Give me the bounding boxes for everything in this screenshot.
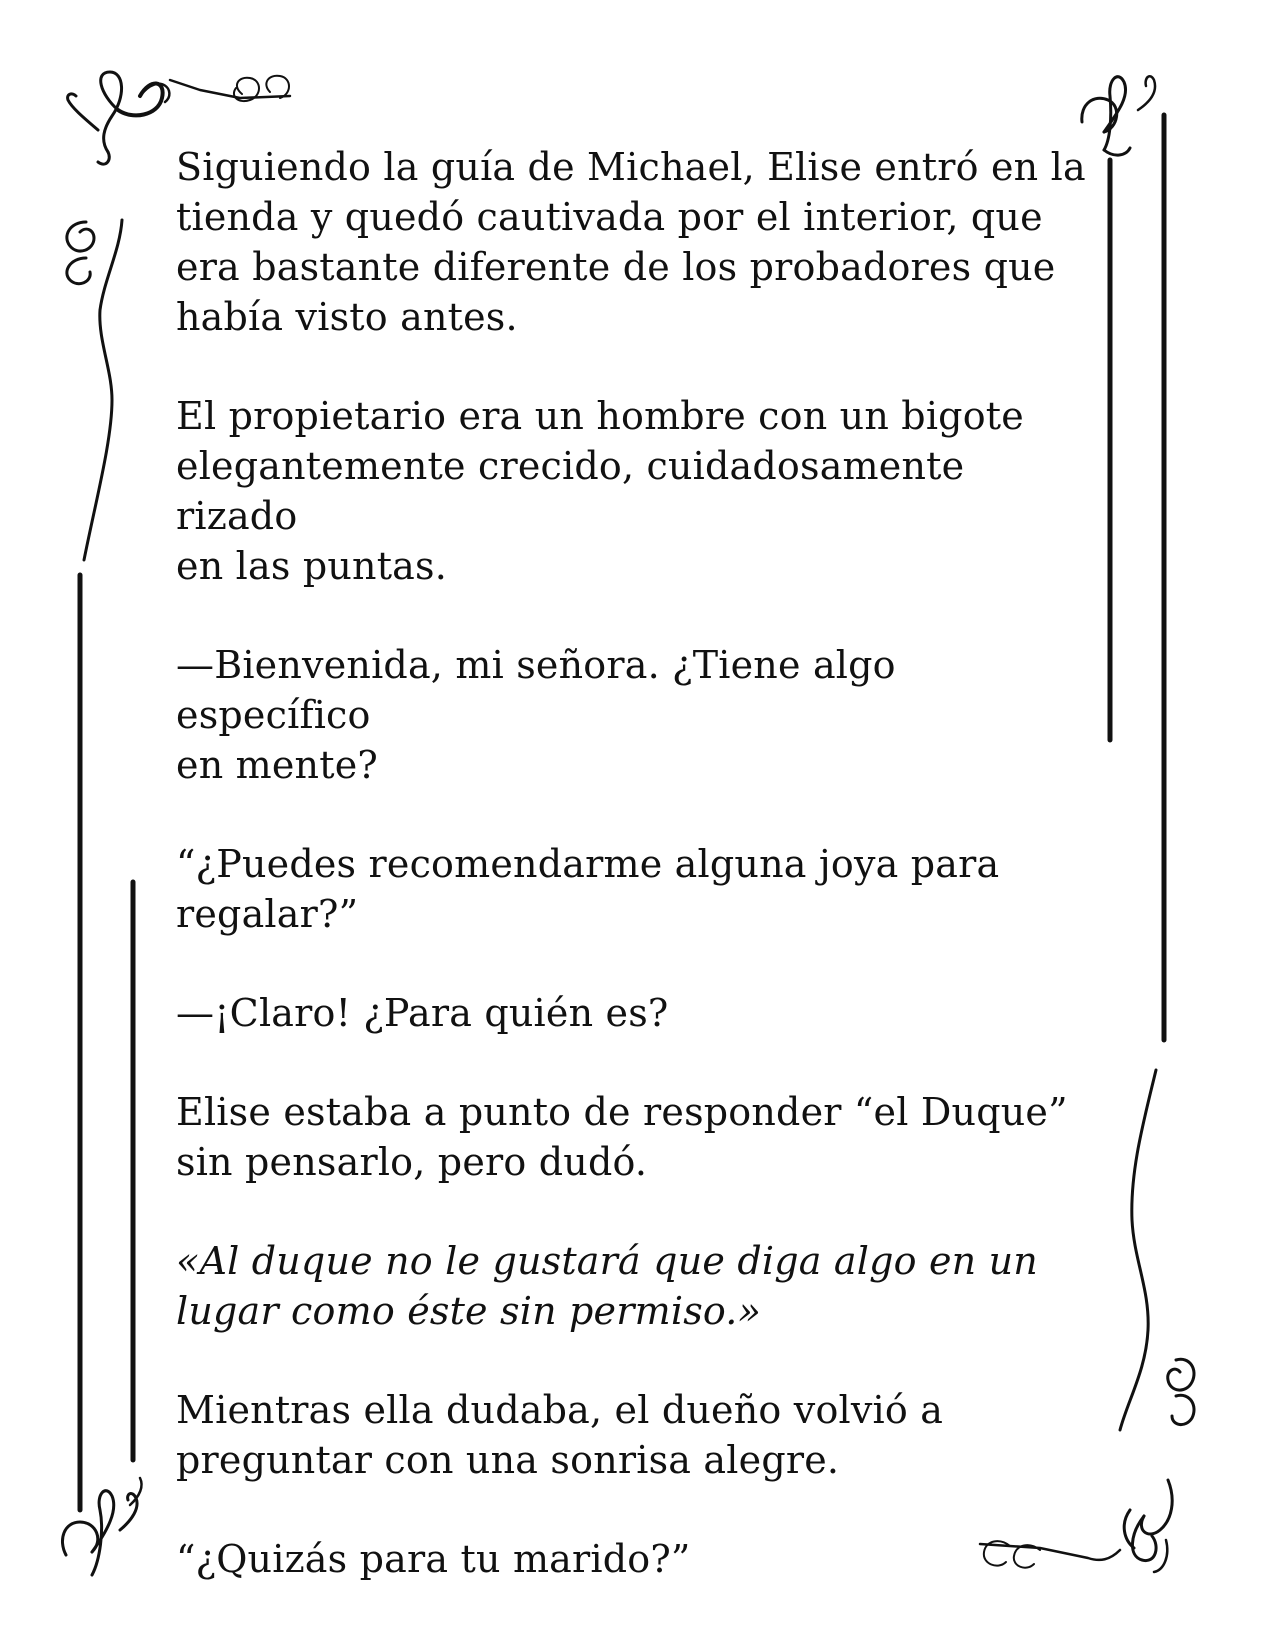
paragraph: Mientras ella dudaba, el dueño volvió a preguntar con una sonrisa alegre. <box>176 1388 944 1482</box>
dialogue-line: “¿Puedes recomendarme alguna joya para regalar?” <box>176 842 1000 936</box>
dialogue-line: “¿Quizás para tu marido?” <box>176 1537 691 1581</box>
bottom-left-flourish <box>62 1478 141 1575</box>
paragraph: Elise estaba a punto de responder “el Duque” sin pensarlo, pero dudó. <box>176 1090 1068 1184</box>
dialogue-line: —¡Claro! ¿Para quién es? <box>176 991 669 1035</box>
paragraph: El propietario era un hombre con un bigote elegantemente crecido, cuidadosamente rizado en las puntas. <box>176 394 1024 588</box>
paragraph: Siguiendo la guía de Michael, Elise entró en la tienda y quedó cautivada por el interior, que era bastante diferente de los probadores que había visto antes. <box>176 145 1086 339</box>
inner-thought: «Al duque no le gustará que diga algo en un lugar como éste sin permiso.» <box>176 1239 1038 1333</box>
story-text <box>176 142 1096 1633</box>
dialogue-line: —Bienvenida, mi señora. ¿Tiene algo específico en mente? <box>176 643 896 787</box>
